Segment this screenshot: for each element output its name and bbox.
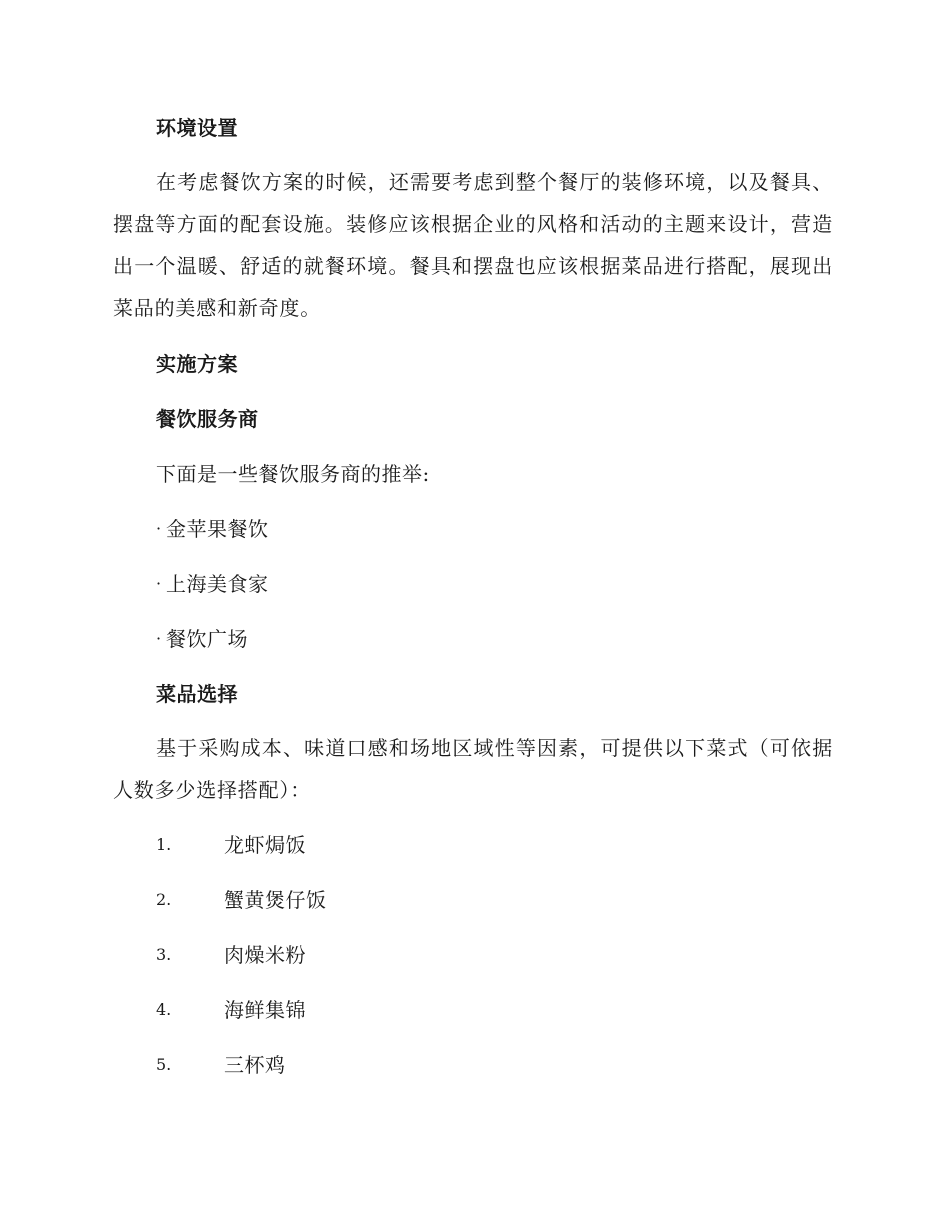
dish-name: 蟹黄煲仔饭 <box>224 888 327 912</box>
list-item <box>156 831 306 859</box>
vendors-intro: 下面是一些餐饮服务商的推举: <box>156 462 430 486</box>
vendor-name: 餐饮广场 <box>166 627 248 651</box>
vendor-name: 上海美食家 <box>166 572 269 596</box>
bullet-marker: · <box>156 519 162 538</box>
heading-implementation: 实施方案 <box>156 352 238 376</box>
heading-dishes: 菜品选择 <box>156 682 238 706</box>
heading-environment: 环境设置 <box>156 116 238 140</box>
bullet-marker: · <box>156 629 162 648</box>
dish-name: 龙虾焗饭 <box>224 833 306 857</box>
heading-vendors: 餐饮服务商 <box>156 407 259 431</box>
bullet-marker: · <box>156 574 162 593</box>
item-number: 5. <box>156 1055 172 1074</box>
dish-name: 三杯鸡 <box>224 1053 286 1077</box>
list-item <box>156 1051 286 1079</box>
dish-name: 海鲜集锦 <box>224 998 306 1022</box>
list-item <box>156 996 306 1024</box>
item-number: 2. <box>156 890 172 909</box>
item-number: 3. <box>156 945 172 964</box>
list-item <box>156 570 269 598</box>
list-item <box>156 625 248 653</box>
vendor-name: 金苹果餐饮 <box>166 517 269 541</box>
dish-name: 肉燥米粉 <box>224 943 306 967</box>
list-item <box>156 941 306 969</box>
list-item <box>156 515 269 543</box>
list-item <box>156 886 327 914</box>
paragraph-environment: 在考虑餐饮方案的时候，还需要考虑到整个餐厅的装修环境，以及餐具、摆盘等方面的配套设施。装修应该根据企业的风格和活动的主题来设计，营造出一个温暖、舒适的就餐环境。餐具和摆盘也应该根据菜品进行搭配，展现出菜品的美感和新奇度。 <box>113 170 833 320</box>
item-number: 4. <box>156 1000 172 1019</box>
item-number: 1. <box>156 835 172 854</box>
paragraph-dishes: 基于采购成本、味道口感和场地区域性等因素，可提供以下菜式（可依据人数多少选择搭配）： <box>113 736 833 802</box>
